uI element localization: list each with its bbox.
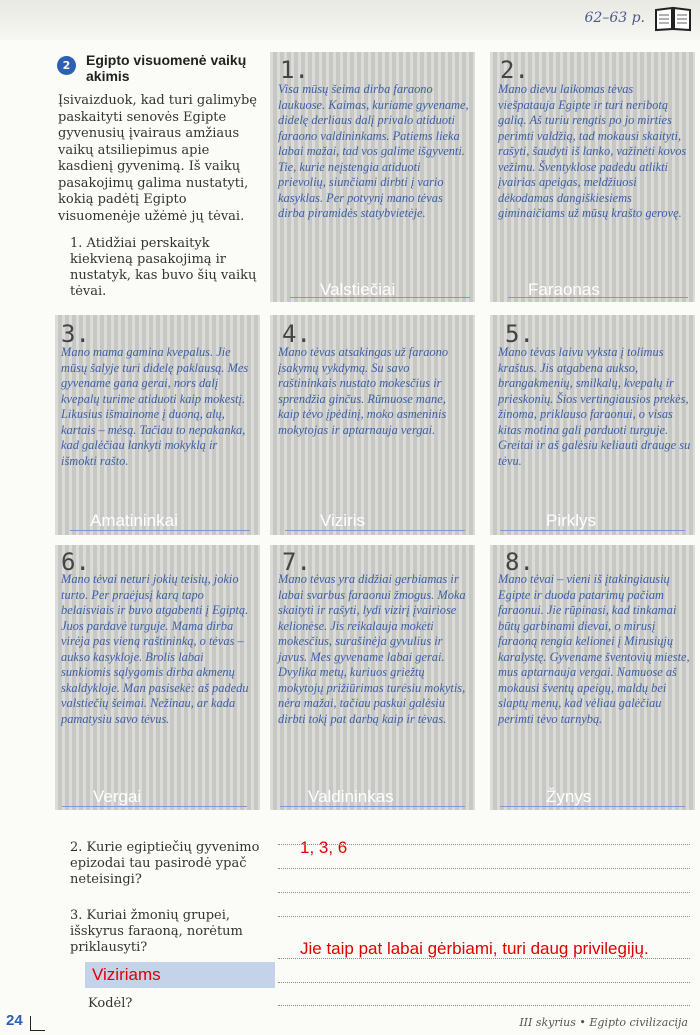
card-text: Mano tėvas atsakingas už faraono įsakymų vykdymą. Su savo raštininkais nustato mokesčius ir sprendžia ginčus. Rūmuose mane, kaip tėvo įpėdinį, moko asmeninis mokytojas ir aptarnauja vergai. [278,345,449,437]
writing-line [278,844,690,845]
card-number: 8. [505,548,534,576]
card-answer[interactable]: Faraonas [528,280,600,299]
page-number: 24 [6,1012,23,1029]
why-label: Kodėl? [88,996,133,1011]
card-number: 3. [61,320,90,348]
card-answer[interactable]: Valdininkas [308,787,394,806]
card-answer[interactable]: Amatininkai [90,511,178,530]
task-1: 1. Atidžiai perskaityk kiekvieną pasakojimą ir nustatyk, kas buvo šių vaikų tėvai. [70,236,257,299]
card-answer[interactable]: Viziris [320,511,366,530]
card-text: Mano dievu laikomas tėvas viešpatauja Egipte ir turi neribotą galią. Aš turiu rengtis po jo mirties perimti valdžią, tad mokausi skaityti, rašyti, šaudyti iš lanko, važinėti kovos vežimu. Šventyklose padedu atlikti įvairias apeigas, meldžiuosi dėkodamas dangiškiesiems giminaičiams už mūsų krašto gerovę. [498,82,687,220]
question-2-answer[interactable]: 1, 3, 6 [300,838,348,857]
why-answer[interactable]: Jie taip pat labai gėrbiami, turi daug privilegijų. [300,939,649,958]
card-number: 5. [505,320,534,348]
card-text: Mano tėvas laivu vyksta į tolimus kraštus. Jis atgabena aukso, brangakmenių, smilkalų, kvepalų ir prieskonių. Šios vertingiausios prekės, žinoma, priklauso faraonui, o visas kitas motina gali parduoti turguje. Greitai ir aš galėsiu keliauti drauge su tėvu. [498,345,691,468]
writing-line [278,892,690,893]
card-answer[interactable]: Žynys [546,787,592,806]
card-number: 2. [500,56,529,84]
writing-line [278,958,690,959]
card-number: 4. [282,320,311,348]
question-2: 2. Kurie egiptiečių gyvenimo epizodai tau pasirodė ypač neteisingi? [70,840,260,887]
section-number-badge: 2 [57,56,76,75]
page-number-tick [30,1016,45,1031]
card-answer[interactable]: Valstiečiai [320,280,396,299]
chapter-footer: III skyrius • Egipto civilizacija [519,1016,688,1029]
card-number: 7. [282,548,311,576]
card-text: Visa mūsų šeima dirba faraono laukuose. Kaimas, kuriame gyvename, didelę derliaus dalį privalo atiduoti faraono valdininkams. Patiems lieka labai mažai, tad vos galime išgyventi. Tie, kurie neįstengia atiduoti prievolių, siunčiami dirbti į vario kasyklas. Per potvynį mano tėvas dirba piramidės statybvietėje. [278,82,469,220]
page-reference: 62–63 p. [584,10,645,26]
card-text: Mano tėvai – vieni iš įtakingiausių Egipte ir duoda patarimų pačiam faraonui. Jie rūpinasi, kad tinkamai būtų garbinami dievai, o mirusį faraoną rengia kelionei į Mirusiųjų karalystę. Gyvename šventovių mieste, mus aptarnauja vergai. Namuose aš mokausi šventų apeigų, maldų bei slaptų menų, kad vėliau galėčiau perimti tėvo tarnybą. [498,572,690,726]
writing-line [278,1005,690,1006]
card-text: Mano tėvai neturi jokių teisių, jokio turto. Per praėjusį karą tapo belaisviais ir buvo atgabenti į Egiptą. Juos pardavė turguje. Mama dirba virėja pas vieną raštininką, o tėvas – aukso kasykloje. Brolis labai sunkiomis sąlygomis dirba akmenų skaldykloje. Man pasisekė: aš padedu valstiečių šeimai. Nežinau, ar kada pamatysiu savo tėvus. [61,572,249,726]
writing-line [278,916,690,917]
section-intro: Įsivaizduok, kad turi galimybę paskaityti senovės Egipte gyvenusių įvairaus amžiaus vaikų atsiliepimus apie kasdienį gyvenimą. Iš vaikų pasakojimų galima nustatyti, kokią padėtį Egipto visuomenėje užėmė jų tėvai. [58,93,257,224]
writing-line [278,982,690,983]
question-3-answer[interactable]: Viziriams [92,965,161,984]
card-answer[interactable]: Vergai [93,787,142,806]
card-text: Mano mama gamina kvepalus. Jie mūsų šalyje turi didelę paklausą. Mes gyvename gana gerai, nors dalį kvepalų turime atiduoti kaip mokestį. Likusius išmainome į duoną, alų, kartais – mėsą. Tačiau to nepakanka, kad galėčiau lankyti mokyklą ir išmokti rašto. [61,345,249,468]
card-answer[interactable]: Pirklys [546,511,597,530]
card-text: Mano tėvas yra didžiai gerbiamas ir labai svarbus faraonui žmogus. Moka skaityti ir rašyti, lydi vizirį įvairiose kelionėse. Jis reikalauja mokėti mokesčius, surašinėja gyvulius ir javus. Mes gyvename labai gerai. Dvylika metų, kuriuos griežtų mokytojų prižiūrimas turėsiu mokytis, nėra mažai, tačiau paskui galėsiu dirbti tokį pat darbą kaip ir tėvas. [278,572,466,726]
section-title: Egipto visuomenė vaikų akimis [86,52,247,84]
card-number: 6. [61,548,90,576]
writing-line [278,868,690,869]
book-icon [654,6,692,32]
question-3: 3. Kuriai žmonių grupei, išskyrus faraoną, norėtum priklausyti? [70,908,243,955]
card-number: 1. [280,56,309,84]
